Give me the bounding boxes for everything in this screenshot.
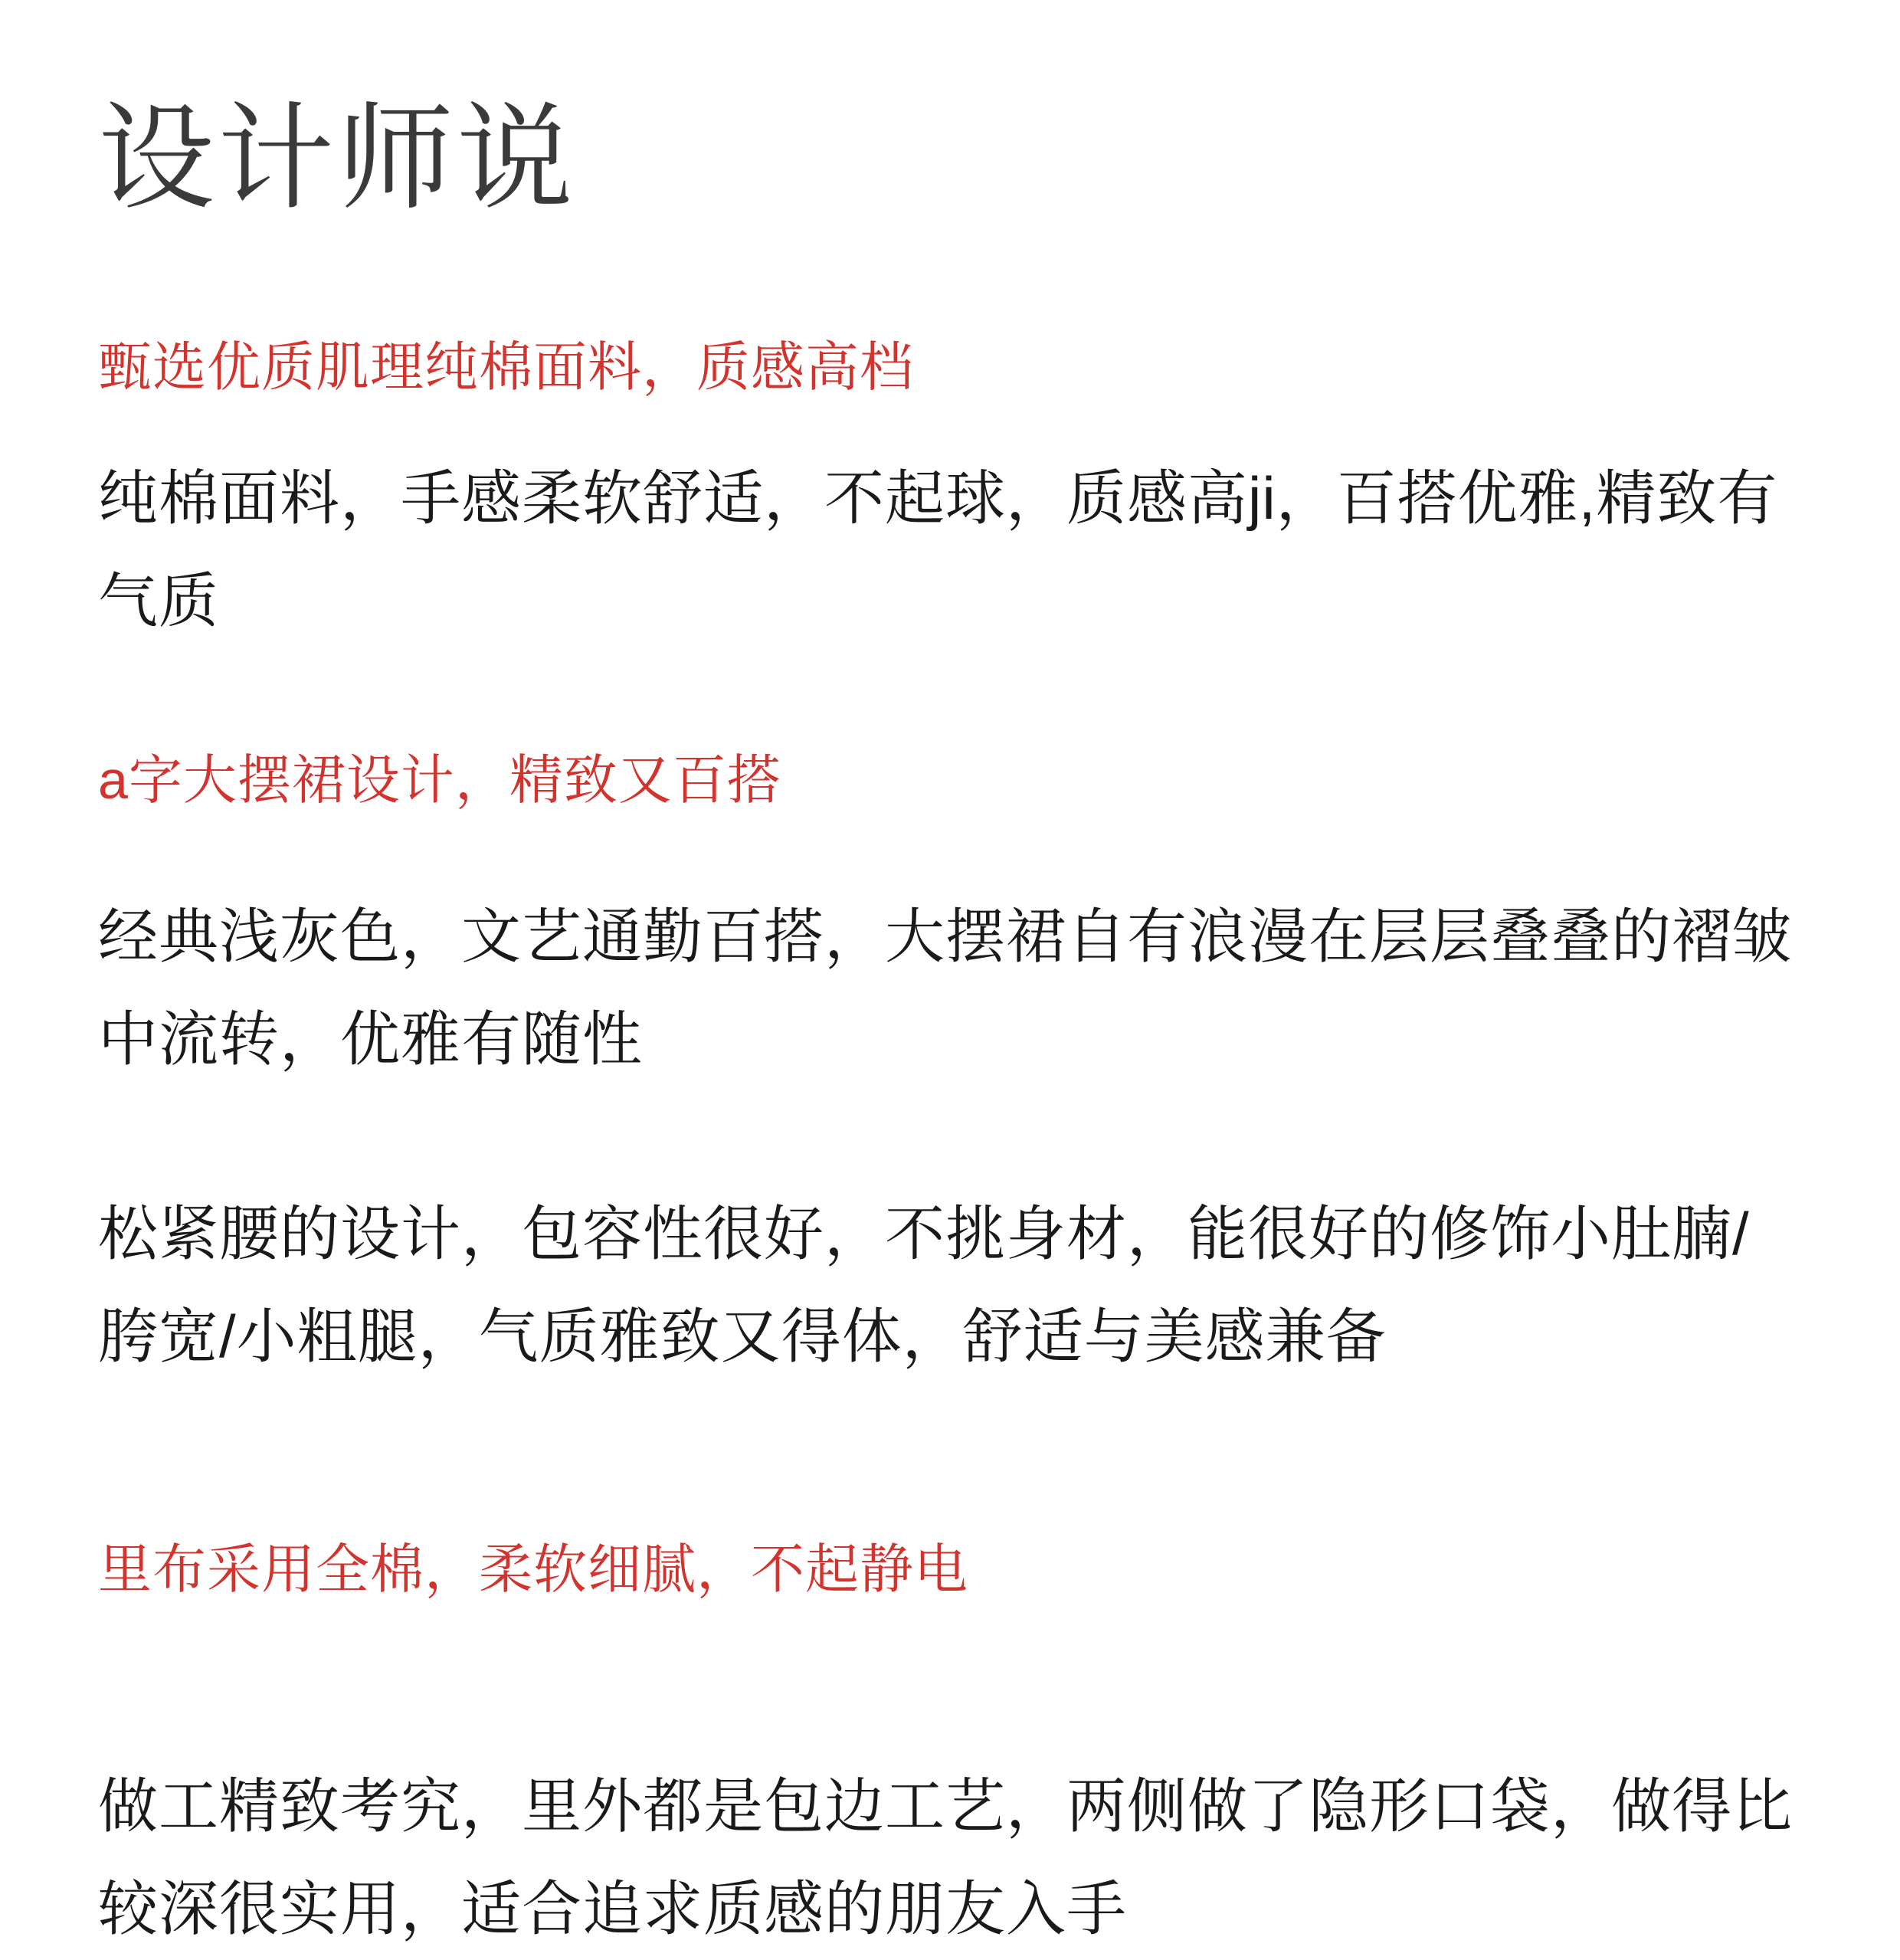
paragraph-craftsmanship: 做工精致考究，里外都是包边工艺，两侧做了隐形口袋，做得比较深很实用，适合追求质感的朋友入手 — [98, 1772, 1794, 1942]
page-title: 设计师说 — [98, 93, 576, 224]
paragraph-elastic-waist: 松紧腰的设计，包容性很好，不挑身材，能很好的修饰小肚腩/胯宽/小粗腿，气质雅致又得体，舒适与美感兼备 — [98, 1200, 1750, 1370]
paragraph-fabric-detail: 纯棉面料，手感柔软舒适，不起球，质感高ji，百搭优雅,精致有气质 — [98, 464, 1778, 634]
section-heading-fabric: 甄选优质肌理纯棉面料，质感高档 — [98, 337, 914, 397]
paragraph-color-style: 经典浅灰色，文艺通勤百搭，大摆裙自有浪漫在层层叠叠的褶皱中流转，优雅有随性 — [98, 903, 1794, 1073]
section-heading-lining: 里布采用全棉，柔软细腻，不起静电 — [98, 1539, 968, 1599]
section-heading-silhouette: a字大摆裙设计，精致又百搭 — [98, 750, 781, 810]
